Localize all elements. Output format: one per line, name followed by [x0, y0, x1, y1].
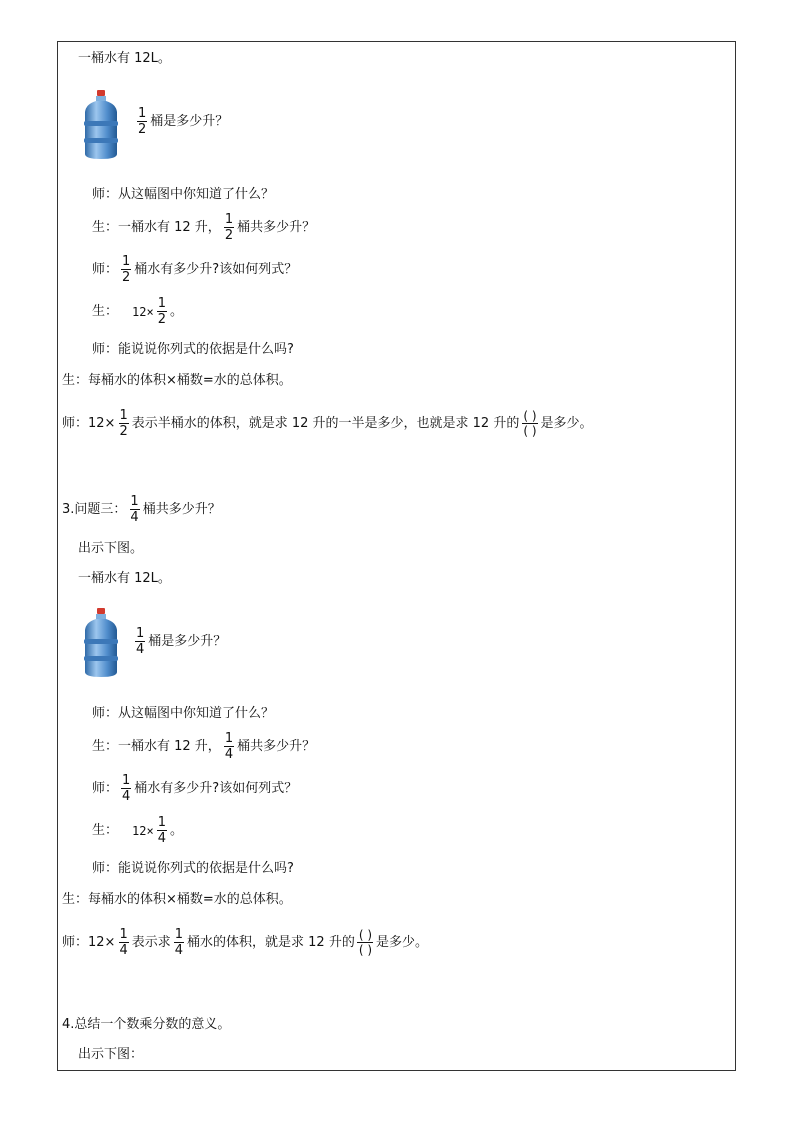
intro-line-2: 一桶水有 12L。 [78, 571, 171, 586]
dialog-line-4: 生： 12× $\frac{1}{4}$ 。 [92, 815, 183, 846]
intro-text: 一桶水有 12L。 [78, 51, 171, 66]
water-bottle-icon [82, 90, 120, 160]
fraction: $\frac{1}{4}$ [130, 494, 139, 525]
dialog-line-3: 师： $\frac{1}{4}$ 桶水有多少升?该如何列式？ [92, 773, 298, 804]
question-line [134, 106, 228, 137]
fraction: $\frac{1}{4}$ [174, 927, 184, 958]
dialog-line-5: 师：能说说你列式的依据是什么吗? [92, 342, 294, 357]
show-figure-line: 出示下图： [78, 1047, 144, 1062]
question-line: $\frac{1}{4}$ 桶是多少升？ [136, 626, 227, 657]
dialog-line-3: 师： $\frac{1}{2}$ 桶水有多少升?该如何列式？ [92, 254, 298, 285]
fraction: $\frac{1}{4}$ [157, 815, 166, 846]
dialog-line-5: 师：能说说你列式的依据是什么吗? [92, 861, 294, 876]
blank-fraction: $\frac{( )}{( )}$ [523, 409, 537, 438]
dialog-line-2: 生：一桶水有 12 升， $\frac{1}{2}$ 桶共多少升？ [92, 212, 316, 243]
fraction: $\frac{1}{4}$ [119, 927, 128, 958]
fraction: $\frac{1}{4}$ [122, 773, 131, 804]
fraction: $\frac{1}{2}$ [224, 212, 234, 243]
blank-fraction: $\frac{( )}{( )}$ [358, 928, 373, 957]
fraction: $\frac{1}{2}$ [122, 254, 131, 285]
dialog-line-6: 生：每桶水的体积×桶数=水的总体积。 [62, 892, 292, 907]
dialog-line-2: 生：一桶水有 12 升， $\frac{1}{4}$ 桶共多少升？ [92, 731, 316, 762]
show-figure-line: 出示下图。 [78, 541, 144, 556]
dialog-line-7: 师：12× $\frac{1}{2}$ 表示半桶水的体积，就是求 12 升的一半是多少，也就是求 12 升的 $\frac{( )}{( )}$ 是多少。 [62, 408, 593, 439]
dialog-line-1: 师：从这幅图中你知道了什么？ [92, 187, 275, 202]
water-bottle-icon [82, 608, 120, 678]
intro-line-1 [78, 50, 171, 68]
dialog-line-6: 生：每桶水的体积×桶数=水的总体积。 [62, 373, 292, 388]
dialog-line-7: 师：12× $\frac{1}{4}$ 表示求 $\frac{1}{4}$ 桶水的体积，就是求 12 升的 $\frac{( )}{( )}$ 是多少。 [62, 927, 429, 958]
fraction: $\frac{1}{4}$ [224, 731, 234, 762]
dialog-line-1: 师：从这幅图中你知道了什么？ [92, 706, 275, 721]
fraction: $\frac{1}{4}$ [136, 626, 145, 657]
fraction: $\frac{1}{2}$ [138, 106, 147, 137]
dialog-line-4: 生： 12× $\frac{1}{2}$ 。 [92, 296, 183, 327]
fraction: $\frac{1}{2}$ [119, 408, 128, 439]
section-4-heading: 4.总结一个数乘分数的意义。 [62, 1017, 231, 1032]
section-3-heading: 3.问题三： $\frac{1}{4}$ 桶共多少升？ [62, 494, 221, 525]
fraction: $\frac{1}{2}$ [157, 296, 166, 327]
question-text: 桶是多少升？ [150, 113, 229, 129]
